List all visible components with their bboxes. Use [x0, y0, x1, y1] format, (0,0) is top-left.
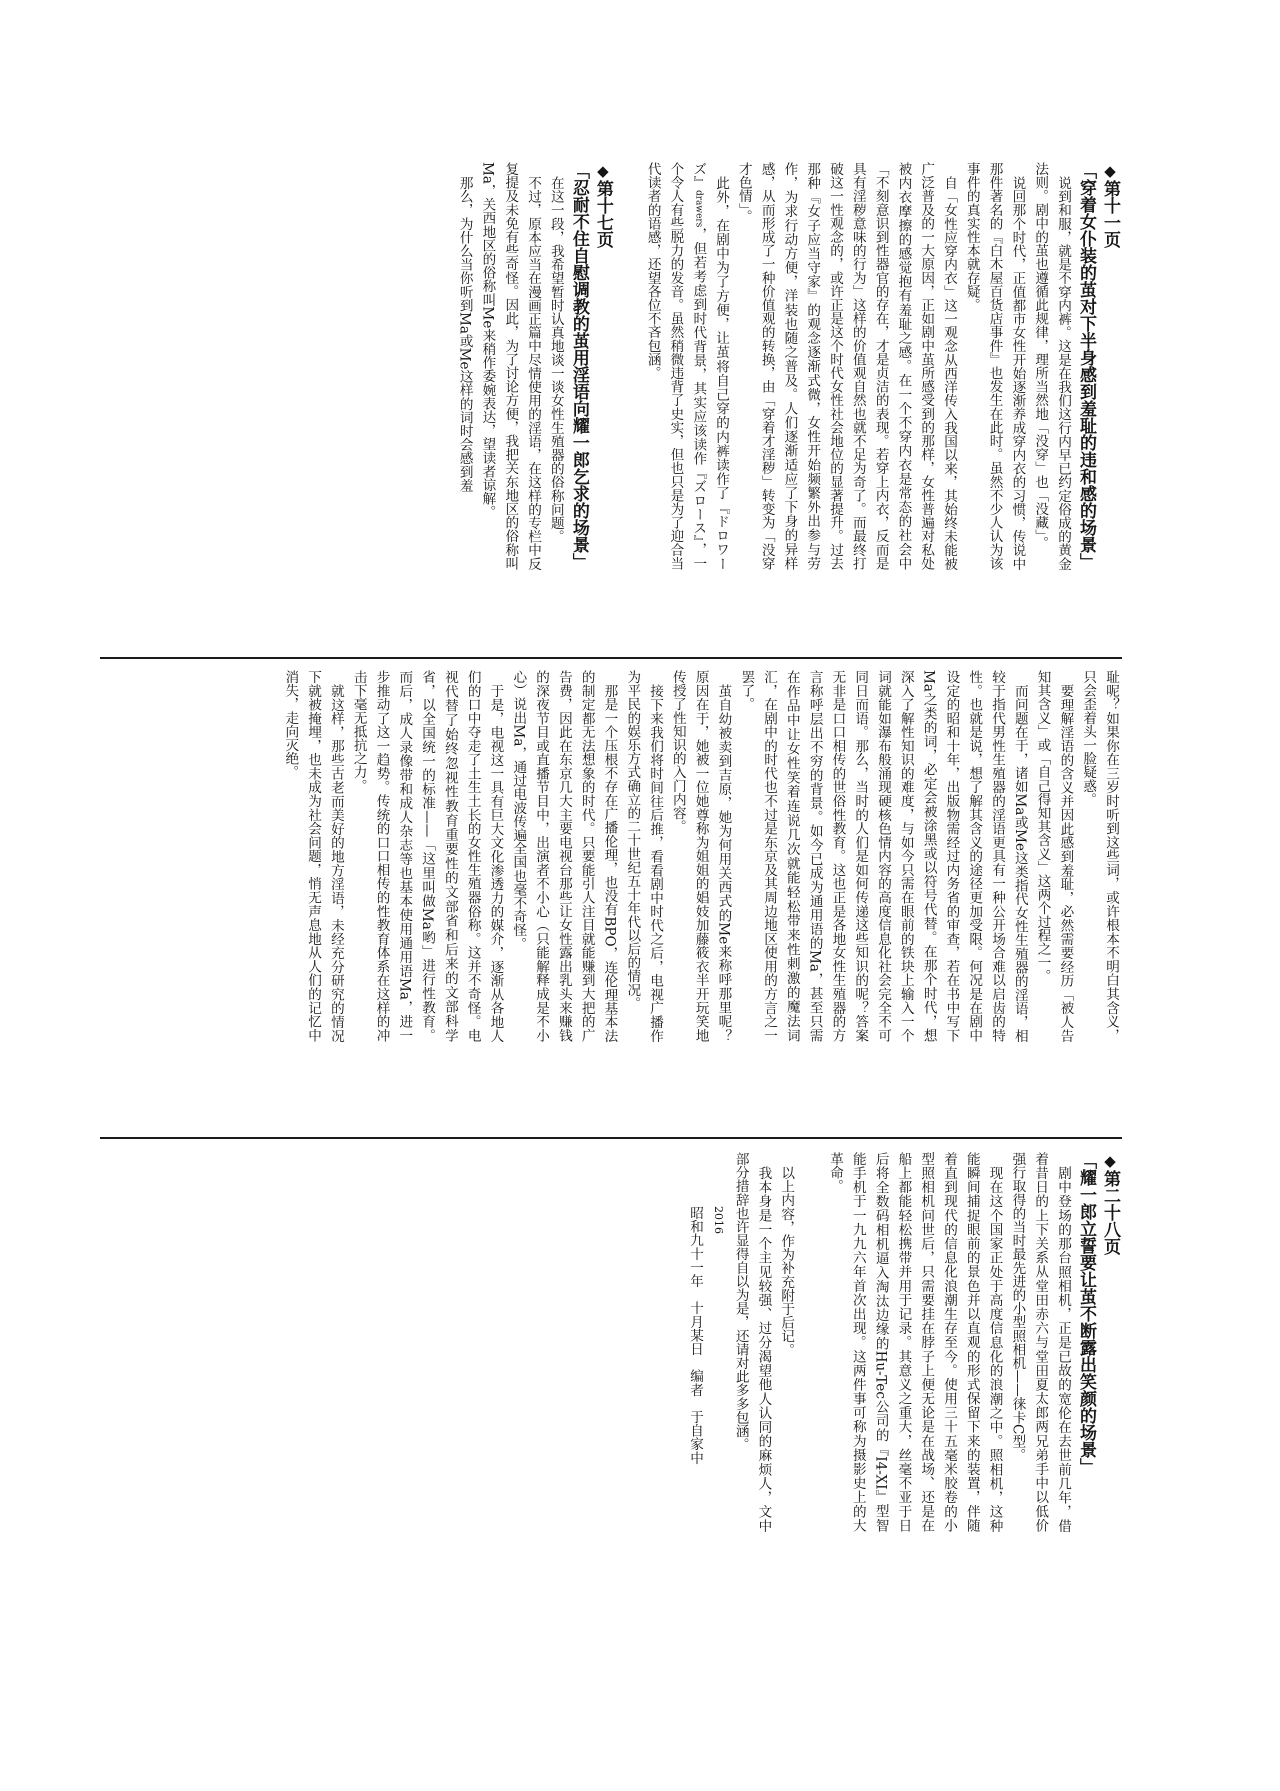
paragraph: 在这一段，我希望暂时认真地谈一谈女性生殖器的俗称问题。 — [547, 175, 564, 543]
section-heading: ◆第十一页 — [1100, 162, 1120, 248]
column-band-top — [100, 162, 1122, 570]
paragraph: 说到和服，就是不穿内裤。这是在我们这行内早已约定俗成的黄金法则。剧中的茧也遵循此规律，理所当然地「没穿」也「没藏」。 — [1032, 162, 1071, 570]
paragraph: 现在这个国家正处于高度信息化的浪潮之中。照相机，这种能瞬间捕捉眼前的景色并以直观的形式保留下来的装置，伴随着直到现代的信息化浪潮生存至今。使用三十五毫米胶卷的小型照相机问世后，只需要挂在脖子上便无论是在战场、还是在船上都能轻松携带并用于记录。其意义之重大，丝毫不亚于日后将全数码相机逼入淘汰边缘的Hu-Tec公司的『I4-XI』型智能手机于一九九六年首次出现。这两件事可称为摄影史上的大革命。 — [827, 1152, 1003, 1532]
paragraph: 要理解淫语的含义并因此感到羞耻，必然需要经历「被人告知其含义」或「自己得知其含义」这两个过程之一。 — [1034, 670, 1074, 1042]
section-heading: ◆第二十八页 — [1100, 1152, 1120, 1255]
afterword — [729, 1152, 797, 1532]
paragraph: 说回那个时代，正值都市女性开始逐渐养成穿内衣的习惯，传说中那件著名的『白木屋百货店事件』也发生在此时。虽然不少人认为该事件的真实性本就存疑。 — [963, 162, 1026, 570]
section-page-17 — [453, 162, 615, 570]
paragraph: 接下来我们将时间往后推，看看剧中时代之后，电视广播作为平民的娱乐方式确立的二十世纪五十年代以后的情况。 — [624, 670, 664, 1042]
paragraph: 此外，在剧中为了方便，让茧将自己穿的内裤读作了『ドロワーズ』drawers，但若考虑到时代背景，其实应该读作『ズロース』，一个令人有些脱力的发音。虽然稍微违背了史实，但也只是为了迎合当代读者的语感，还望各位不吝包涵。 — [644, 162, 730, 570]
column-band-bottom — [560, 1152, 1122, 1532]
signoff — [683, 1152, 729, 1532]
paragraph: 自「女性应穿内衣」这一观念从西洋传入我国以来，其始终未能被广泛普及的一大原因，正如剧中茧所感受到的那样，女性普遍对私处被内衣摩擦的感觉抱有羞耻之感。在一个不穿内衣是常态的社会中「不刻意识到性器官的存在，才是贞洁的表现。若穿上内衣，反而是具有淫秽意味的行为」这样的价值观自然也就不足为奇了。而最终打破这一性观念的，或许正是这个时代女性社会地位的显著提升。过去那种『女子应当守家』的观念逐渐式微，女性开始频繁外出参与劳作，为求行动方便，洋装也随之普及。人们逐渐适应了下身的异样感，从而形成了一种价值观的转换，由「穿着才淫秽」转变为「没穿才色情」。 — [735, 162, 958, 570]
signoff-line: 昭和九十一年 十月某日 编者 于自家中 — [687, 1206, 704, 1465]
column-band-middle — [100, 670, 1122, 1042]
section-title: 「忍耐不住自慰调教的茧用淫语向耀一郎乞求的场景」 — [568, 162, 589, 570]
diamond-bullet-icon: ◆ — [593, 162, 612, 180]
horizontal-divider — [100, 1137, 1122, 1139]
paragraph: 以上内容，作为补充附于后记。 — [778, 1165, 795, 1356]
diamond-bullet-icon: ◆ — [1101, 1152, 1119, 1170]
signoff-year: 2016 — [711, 1206, 725, 1235]
paragraph: 而问题在于，诸如Ma或Me这类指代女性生殖器的淫语，相较于指代男性生殖器的淫语更具有一种公开场合难以启齿的特性。也就是说，想了解其含义的途径更加受限。何况是在剧中设定的昭和十年，出版物需经过内务省的审查，若在书中写下Ma之类的词，必定会被涂黑或以符号代替。在那个时代，想深入了解性知识的难度，与如今只需在眼前的铁块上输入一个词就能如瀑布般涌现硬核色情内容的高度信息化社会完全不可同日而语。那么，当时的人们是如何传递这些知识的呢？答案无非是口口相传的世俗性教育。这也正是各地女性生殖器的方言称呼层出不穷的背景。如今已成为通用语的Ma，甚至只需在作品中让女性笑着连说几次就能轻松带来性刺激的魔法词汇，在剧中的时代也不过是东京及其周边地区使用的方言之一罢了。 — [738, 670, 1028, 1042]
section-heading: ◆第十七页 — [592, 162, 613, 248]
diamond-bullet-icon: ◆ — [1101, 162, 1119, 180]
paragraph: 不过，原本应当在漫画正篇中尽情使用的淫语，在这样的专栏中反复提及未免有些奇怪。因此，为了讨论方便，我把关东地区的俗称叫Ma，关西地区的俗称叫Me来稍作委婉表达，望读者谅解。 — [479, 162, 542, 570]
paragraph: 就这样，那些古老而美好的地方淫语，未经充分研究的情况下就被掩埋，也未成为社会问题，悄无声息地从人们的记忆中消失，走向灭绝。 — [282, 670, 344, 1042]
section-title: 「穿着女仆装的茧对下半身感到羞耻的违和感的场景」 — [1076, 162, 1096, 570]
paragraph: 茧自幼被卖到吉原，她为何用关西式的Me来称呼那里呢？原因在于，她被一位她尊称为姐姐的娼妓加藤筱衣半开玩笑地传授了性知识的入门内容。 — [669, 670, 732, 1042]
section-title: 「耀一郎立誓要让茧不断露出笑颜的场景」 — [1076, 1152, 1096, 1475]
horizontal-divider — [100, 657, 1122, 659]
section-page-11 — [641, 162, 1122, 570]
paragraph: 剧中登场的那台照相机，正是已故的宽伦在去世前几年，借着昔日的上下关系从堂田赤六与堂田夏太郎两兄弟手中以低价强行取得的当时最先进的小型照相机——徕卡C型。 — [1009, 1152, 1071, 1532]
paragraph: 我本身是一个主见较强、过分渴望他人认同的麻烦人，文中部分措辞也许显得自以为是，还请对此多多包涵。 — [732, 1152, 772, 1532]
paragraph: 耻呢？如果你在三岁时听到这些词，或许根本不明白其含义，只会歪着头一脸疑惑。 — [1080, 670, 1119, 1042]
paragraph: 于是，电视这一具有巨大文化渗透力的媒介，逐渐从各地人们的口中夺走了土生土长的女性生殖器俗称。这并不奇怪。电视代替了始终忽视性教育重要性的文部省和后来的文部科学省，以全国统一的标准——「这里叫做Ma哟」进行性教育。而后，成人录像带和成人杂志等也基本使用通用语Ma，进一步推动了这一趋势。传统的口口相传的性教育体系在这样的冲击下毫无抵抗之力。 — [350, 670, 504, 1042]
paragraph: 那是一个压根不存在广播伦理，也没有BPO，连伦理基本法的制定都无法想象的时代。只要能引人注目就能赚到大把的广告费，因此在东京几大主要电视台那些让女性露出乳头来赚钱的深夜节目或直播节目中，出演者不小心（只能解释成是不小心）说出Ma，通过电波传遍全国也毫不奇怪。 — [510, 670, 618, 1042]
ruby-annotation: drawers — [693, 189, 704, 228]
paragraph: 那么，为什么当你听到Ma或Me这样的词时会感到羞 — [456, 175, 473, 492]
section-page-28 — [823, 1152, 1122, 1532]
